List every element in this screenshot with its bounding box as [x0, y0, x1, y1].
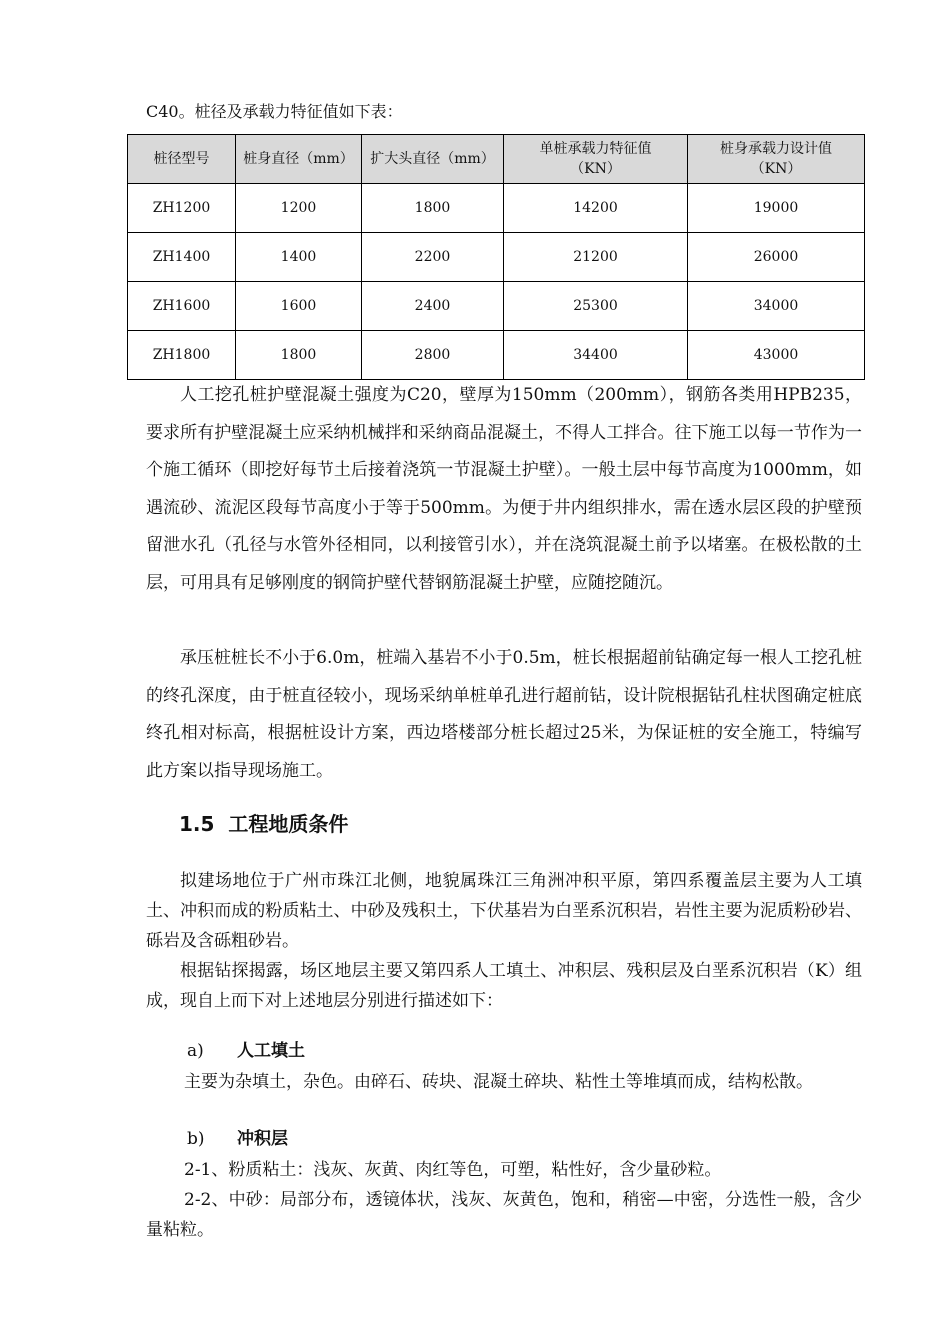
cell-pile-capacity: 21200: [504, 233, 688, 282]
subsection-artificial-fill: [187, 1036, 305, 1061]
subsection-marker: b): [187, 1129, 205, 1149]
cell-pile-type: ZH1200: [128, 184, 236, 233]
cell-pile-capacity: 34400: [504, 331, 688, 380]
artificial-fill-description: 主要为杂填土，杂色。由碎石、砖块、混凝土碎块、粘性土等堆填而成，结构松散。: [184, 1072, 813, 1092]
header-pile-type: 桩径型号: [128, 135, 236, 184]
cell-shaft-diameter: 1600: [236, 282, 362, 331]
subsection-title: 冲积层: [237, 1129, 288, 1149]
header-shaft-capacity: 桩身承载力设计值 （KN）: [688, 135, 865, 184]
subsection-marker: a): [187, 1041, 204, 1061]
table-row: [128, 282, 865, 331]
cell-pile-capacity: 25300: [504, 282, 688, 331]
table-header-row: [128, 135, 865, 184]
site-geology-paragraph: 拟建场地位于广州市珠江北侧，地貌属珠江三角洲冲积平原，第四系覆盖层主要为人工填土、冲积而成的粉质粘土、中砂及残积土，下伏基岩为白垩系沉积岩，岩性主要为泥质粉砂岩、砾岩及含砾粗砂岩。: [146, 871, 862, 951]
cell-pile-type: ZH1600: [128, 282, 236, 331]
table-row: [128, 233, 865, 282]
header-pile-capacity: 单桩承载力特征值 （KN）: [504, 135, 688, 184]
cell-shaft-capacity: 19000: [688, 184, 865, 233]
cell-shaft-capacity: 34000: [688, 282, 865, 331]
cell-shaft-capacity: 43000: [688, 331, 865, 380]
cell-shaft-diameter: 1200: [236, 184, 362, 233]
subsection-alluvial: [187, 1124, 288, 1149]
cell-pile-type: ZH1800: [128, 331, 236, 380]
cell-shaft-capacity: 26000: [688, 233, 865, 282]
retaining-wall-paragraph: 人工挖孔桩护壁混凝土强度为C20，壁厚为150mm（200mm），钢筋各类用HPB235，要求所有护壁混凝土应采纳机械拌和采纳商品混凝土，不得人工拌合。往下施工以每一节作为一个施工循环（即挖好每节土后接着浇筑一节混凝土护壁）。一般土层中每节高度为1000mm，如遇流砂、流泥区段每节高度小于等于500mm。为便于井内组织排水，需在透水层区段的护壁预留泄水孔（孔径与水管外径相同，以利接管引水），并在浇筑混凝土前予以堵塞。在极松散的土层，可用具有足够刚度的钢筒护壁代替钢筋混凝土护壁，应随挖随沉。: [146, 385, 862, 593]
section-title: 工程地质条件: [228, 812, 349, 836]
subsection-title: 人工填土: [237, 1041, 305, 1061]
cell-shaft-diameter: 1800: [236, 331, 362, 380]
cell-bell-diameter: 2400: [362, 282, 504, 331]
stratum-overview-paragraph: 根据钻探揭露，场区地层主要又第四系人工填土、冲积层、残积层及白垩系沉积岩（K）组成，现自上而下对上述地层分别进行描述如下：: [146, 961, 862, 1011]
silty-clay-description: 2-1、粉质粘土：浅灰、灰黄、肉红等色，可塑，粘性好，含少量砂粒。: [184, 1160, 722, 1180]
section-heading: [179, 808, 348, 837]
table-row: [128, 331, 865, 380]
cell-shaft-diameter: 1400: [236, 233, 362, 282]
cell-pile-type: ZH1400: [128, 233, 236, 282]
table-row: [128, 184, 865, 233]
cell-bell-diameter: 2200: [362, 233, 504, 282]
cell-bell-diameter: 1800: [362, 184, 504, 233]
cell-pile-capacity: 14200: [504, 184, 688, 233]
section-number: 1.5: [179, 812, 215, 836]
pile-length-paragraph: 承压桩桩长不小于6.0m，桩端入基岩不小于0.5m，桩长根据超前钻确定每一根人工挖孔桩的终孔深度，由于桩直径较小，现场采纳单桩单孔进行超前钻，设计院根据钻孔柱状图确定桩底终孔相对标高，根据桩设计方案，西边塔楼部分桩长超过25米，为保证桩的安全施工，特编写此方案以指导现场施工。: [146, 648, 862, 781]
header-bell-diameter: 扩大头直径（mm）: [362, 135, 504, 184]
medium-sand-description: 2-2、中砂：局部分布，透镜体状，浅灰、灰黄色，饱和，稍密—中密，分选性一般，含少量粘粒。: [146, 1190, 862, 1240]
header-shaft-diameter: 桩身直径（mm）: [236, 135, 362, 184]
cell-bell-diameter: 2800: [362, 331, 504, 380]
pile-spec-table: [127, 134, 865, 380]
table-intro: C40。桩径及承载力特征值如下表：: [146, 102, 403, 121]
